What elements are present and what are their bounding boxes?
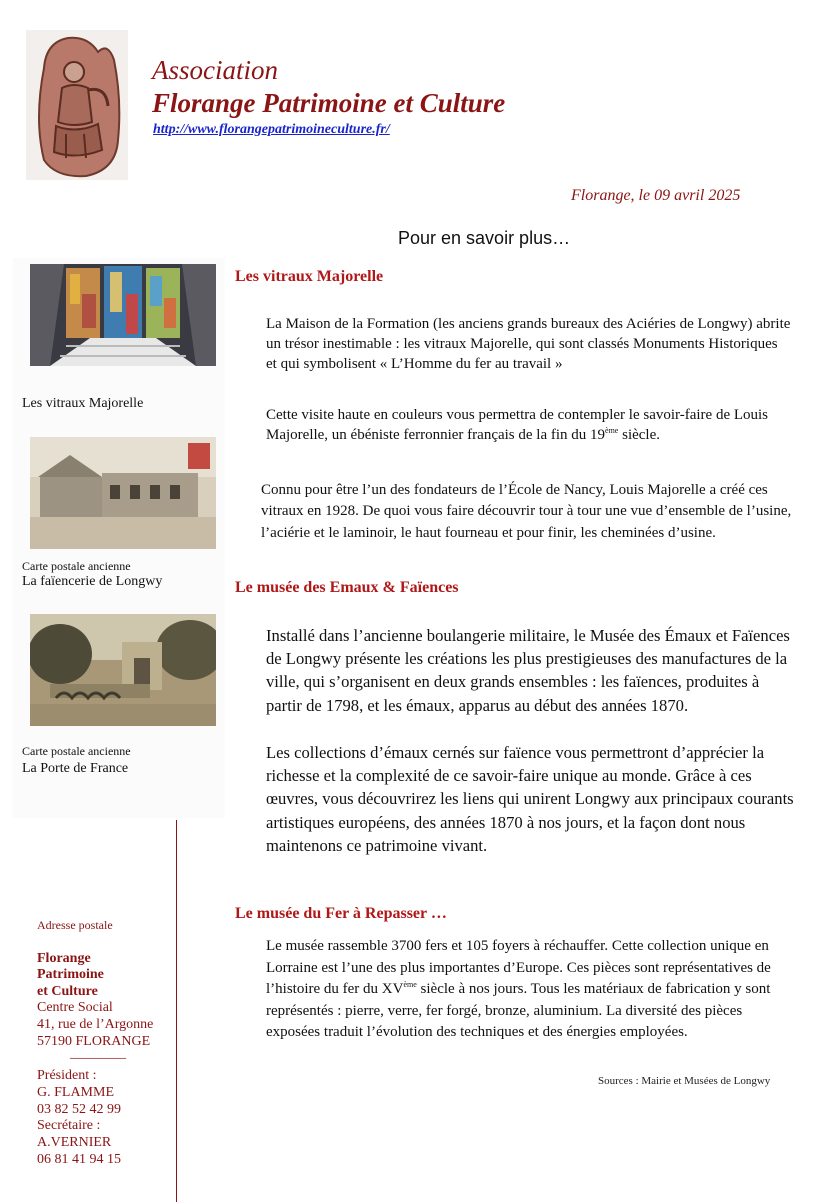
vitraux-paragraph-2: Cette visite haute en couleurs vous permettra de contempler le savoir-faire de Louis Majorelle, un ébéniste ferronnier français de la fin du 19ème siècle. [266,407,769,443]
president-phone: 03 82 52 42 99 [37,1102,121,1117]
association-logo [26,30,128,180]
address-org-2: Patrimoine [37,967,104,982]
address-line-2: 41, rue de l’Argonne [37,1017,154,1032]
address-label: Adresse postale [37,918,113,932]
caption-faiencerie: La faïencerie de Longwy [22,574,163,589]
caption-postcard-1-small: Carte postale ancienne [22,559,131,573]
website-link[interactable]: http://www.florangepatrimoineculture.fr/ [153,122,390,137]
faiencerie-postcard-image [30,437,216,549]
address-org-3: et Culture [37,984,98,999]
president-name: G. FLAMME [37,1085,115,1100]
secretary-phone: 06 81 41 94 15 [37,1152,121,1167]
association-name: Florange Patrimoine et Culture [152,88,506,118]
porte-de-france-postcard-image [30,614,216,726]
majorelle-stained-glass-image [30,264,216,366]
vitraux-paragraph-1: La Maison de la Formation (les anciens grands bureaux des Aciéries de Longwy) abrite un trésor inestimable : les vitraux Majorelle, qui sont classés Monuments Historiques et qui symbolisent « L’Homme du fer au travail » [266,316,791,372]
emaux-paragraph-2: Les collections d’émaux cernés sur faïence vous permettront d’apprécier la richesse et la complexité de ce savoir-faire unique au monde. Grâce à ces œuvres, vous découvrirez les liens qui unirent Longwy aux principaux courants artistiques européens, des années 1870 à nos jours, et la façon dont nous maintenons ce patrimoine vivant. [266,743,794,855]
section-title-emaux: Le musée des Emaux & Faïences [235,579,459,596]
caption-postcard-2-small: Carte postale ancienne [22,744,131,758]
caption-porte-de-france: La Porte de France [22,761,129,776]
address-separator: ________ [70,1046,126,1061]
president-label: Président : [37,1068,97,1083]
address-line-1: Centre Social [37,1000,113,1015]
caption-vitraux: Les vitraux Majorelle [22,396,144,411]
fer-paragraph-1: Le musée rassemble 3700 fers et 105 foyers à réchauffer. Cette collection unique en Lorraine est l’une des plus importantes d’Europe. Ces pièces sont représentatives de l’histoire du fer du XVème siècle à nos jours. Tous les matériaux de fabrication y sont représentés : pierre, verre, fer forgé, bronze, aluminium. La diversité des pièces exposées traduit l’évolution des techniques et des énergies employées. [266,938,771,1040]
intro-heading: Pour en savoir plus… [398,228,571,248]
secretary-name: A.VERNIER [37,1135,112,1150]
address-line-3: 57190 FLORANGE [37,1034,151,1049]
section-title-vitraux: Les vitraux Majorelle [235,268,384,285]
date-line: Florange, le 09 avril 2025 [571,187,741,204]
secretary-label: Secrétaire : [37,1118,101,1133]
section-title-fer: Le musée du Fer à Repasser … [235,905,447,922]
association-label: Association [152,55,278,85]
sources-note: Sources : Mairie et Musées de Longwy [598,1075,771,1087]
emaux-paragraph-1: Installé dans l’ancienne boulangerie militaire, le Musée des Émaux et Faïences de Longwy présente les créations les plus prestigieuses des manufactures de la ville, qui s’organisent en deux grands ensembles : les faïences, produites à partir de 1798, et les émaux, apparus au début des années 1870. [266,626,790,715]
vertical-divider [176,820,177,1202]
address-org-1: Florange [37,951,91,966]
vitraux-paragraph-3: Connu pour être l’un des fondateurs de l’École de Nancy, Louis Majorelle a créé ces vitraux en 1928. De quoi vous faire découvrir tour à tour une vue d’ensemble de l’usine, l’aciérie et le laminoir, le haut fourneau et pour finir, les cheminées d’usine. [261,482,792,541]
